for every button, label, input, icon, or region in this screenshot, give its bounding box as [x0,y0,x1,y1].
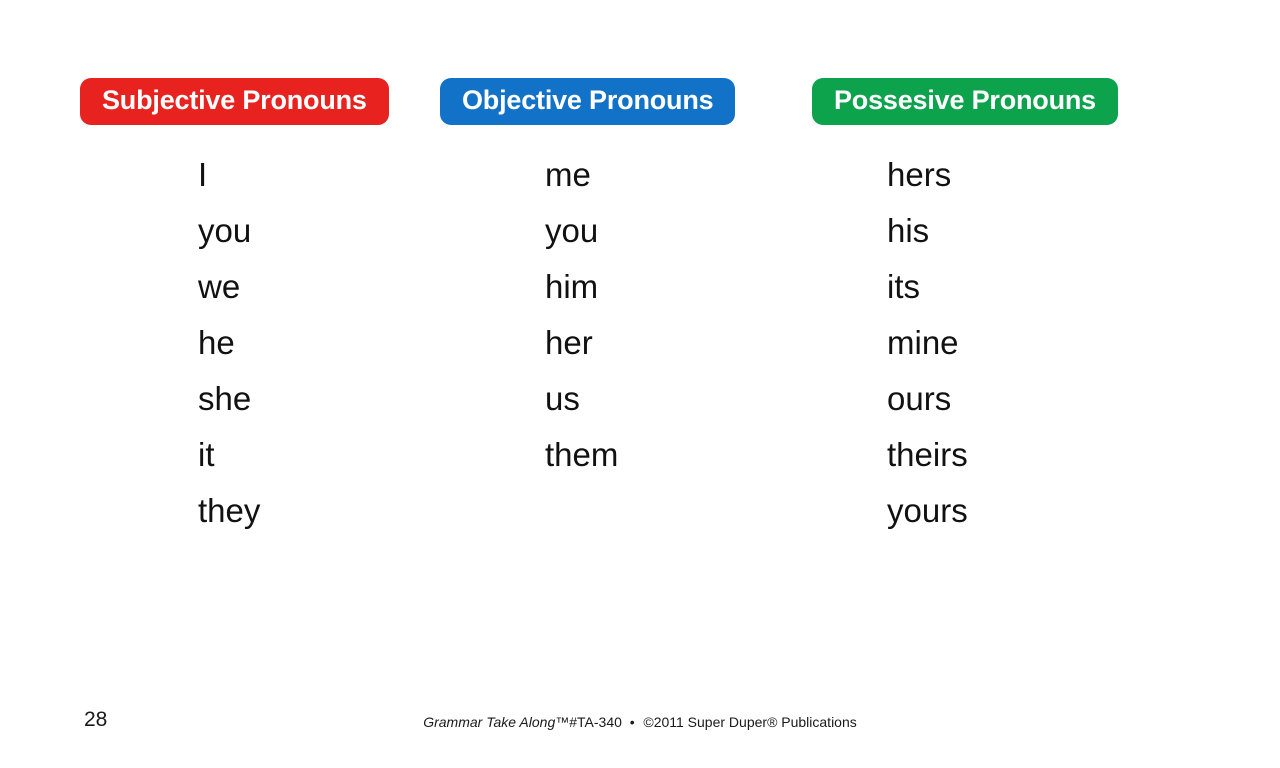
list-item: its [887,268,920,305]
footer-item: #TA-340 [569,714,622,730]
footer-separator: • [629,714,636,730]
list-item: me [545,156,591,193]
list-item: they [198,492,261,529]
list-item: it [198,436,215,473]
list-item: I [198,156,208,193]
column-possessive-pronouns [812,78,1152,539]
column-header-objective: Objective Pronouns [440,78,735,125]
list-item: his [887,212,930,249]
list-item: yours [887,492,968,529]
page-number: 28 [84,708,108,731]
list-item: we [198,268,241,305]
column-header-subjective: Subjective Pronouns [80,78,389,125]
list-item: us [545,380,580,417]
word-list-objective [545,147,618,483]
footer-copyright: ©2011 Super Duper® Publications [643,714,857,730]
footer-title: Grammar Take Along™ [423,714,570,730]
list-item: you [198,212,252,249]
list-item: he [198,324,235,361]
list-item: you [545,212,599,249]
list-item: him [545,268,599,305]
column-subjective-pronouns [80,78,440,539]
list-item: hers [887,156,952,193]
list-item: her [545,324,593,361]
list-item: theirs [887,436,968,473]
pronoun-columns [80,78,1180,539]
list-item: mine [887,324,959,361]
footer [0,714,1280,730]
word-list-subjective [198,147,260,539]
list-item: ours [887,380,952,417]
column-header-possessive: Possesive Pronouns [812,78,1118,125]
list-item: she [198,380,252,417]
word-list-possessive [887,147,968,539]
list-item: them [545,436,619,473]
column-objective-pronouns [440,78,812,483]
